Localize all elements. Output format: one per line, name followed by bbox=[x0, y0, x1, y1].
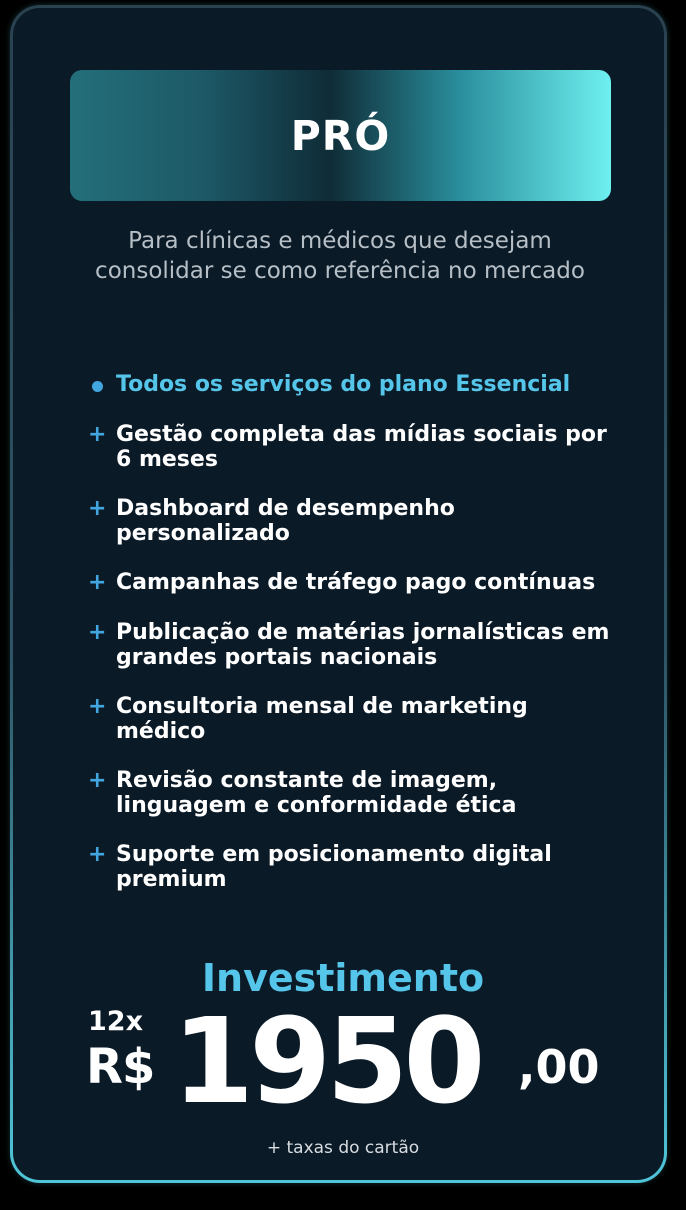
price-cents: ,00 bbox=[518, 1040, 600, 1094]
feature-text: Todos os serviços do plano Essencial bbox=[116, 372, 571, 397]
plan-title: PRÓ bbox=[290, 111, 391, 160]
plus-icon: + bbox=[88, 694, 107, 719]
list-item bbox=[88, 768, 648, 818]
card-fees-note: + taxas do cartão bbox=[266, 1138, 420, 1158]
list-item bbox=[88, 422, 648, 472]
plus-icon: + bbox=[88, 570, 107, 595]
plus-icon: + bbox=[88, 768, 107, 793]
list-item bbox=[88, 570, 648, 596]
plus-icon: + bbox=[88, 620, 107, 645]
feature-text: Gestão completa das mídias sociais por 6 meses bbox=[116, 422, 607, 472]
list-item bbox=[88, 842, 648, 892]
feature-list bbox=[88, 372, 648, 892]
plus-icon: + bbox=[88, 496, 107, 521]
feature-text: Publicação de matérias jornalísticas em grandes portais nacionais bbox=[116, 620, 610, 670]
plus-icon: + bbox=[88, 422, 107, 447]
list-item bbox=[88, 694, 648, 744]
list-item bbox=[88, 372, 648, 399]
bullet-dot-icon bbox=[88, 372, 116, 399]
feature-text: Revisão constante de imagem, linguagem e conformidade ética bbox=[116, 768, 517, 818]
feature-text: Suporte em posicionamento digital premium bbox=[116, 842, 552, 892]
feature-text: Dashboard de desempenho personalizado bbox=[116, 496, 455, 546]
list-item bbox=[88, 620, 648, 670]
list-item bbox=[88, 496, 648, 546]
price-amount: 1950 bbox=[172, 992, 481, 1130]
plus-icon: + bbox=[88, 842, 107, 867]
investment-heading: Investimento bbox=[201, 956, 485, 1000]
plan-subtitle: Para clínicas e médicos que desejam consolidar se como referência no mercado bbox=[95, 228, 585, 284]
feature-text: Consultoria mensal de marketing médico bbox=[116, 694, 528, 744]
plan-header bbox=[70, 70, 611, 201]
currency-symbol: R$ bbox=[86, 1039, 155, 1095]
feature-text: Campanhas de tráfego pago contínuas bbox=[116, 570, 596, 595]
installments-label: 12x bbox=[88, 1006, 143, 1037]
